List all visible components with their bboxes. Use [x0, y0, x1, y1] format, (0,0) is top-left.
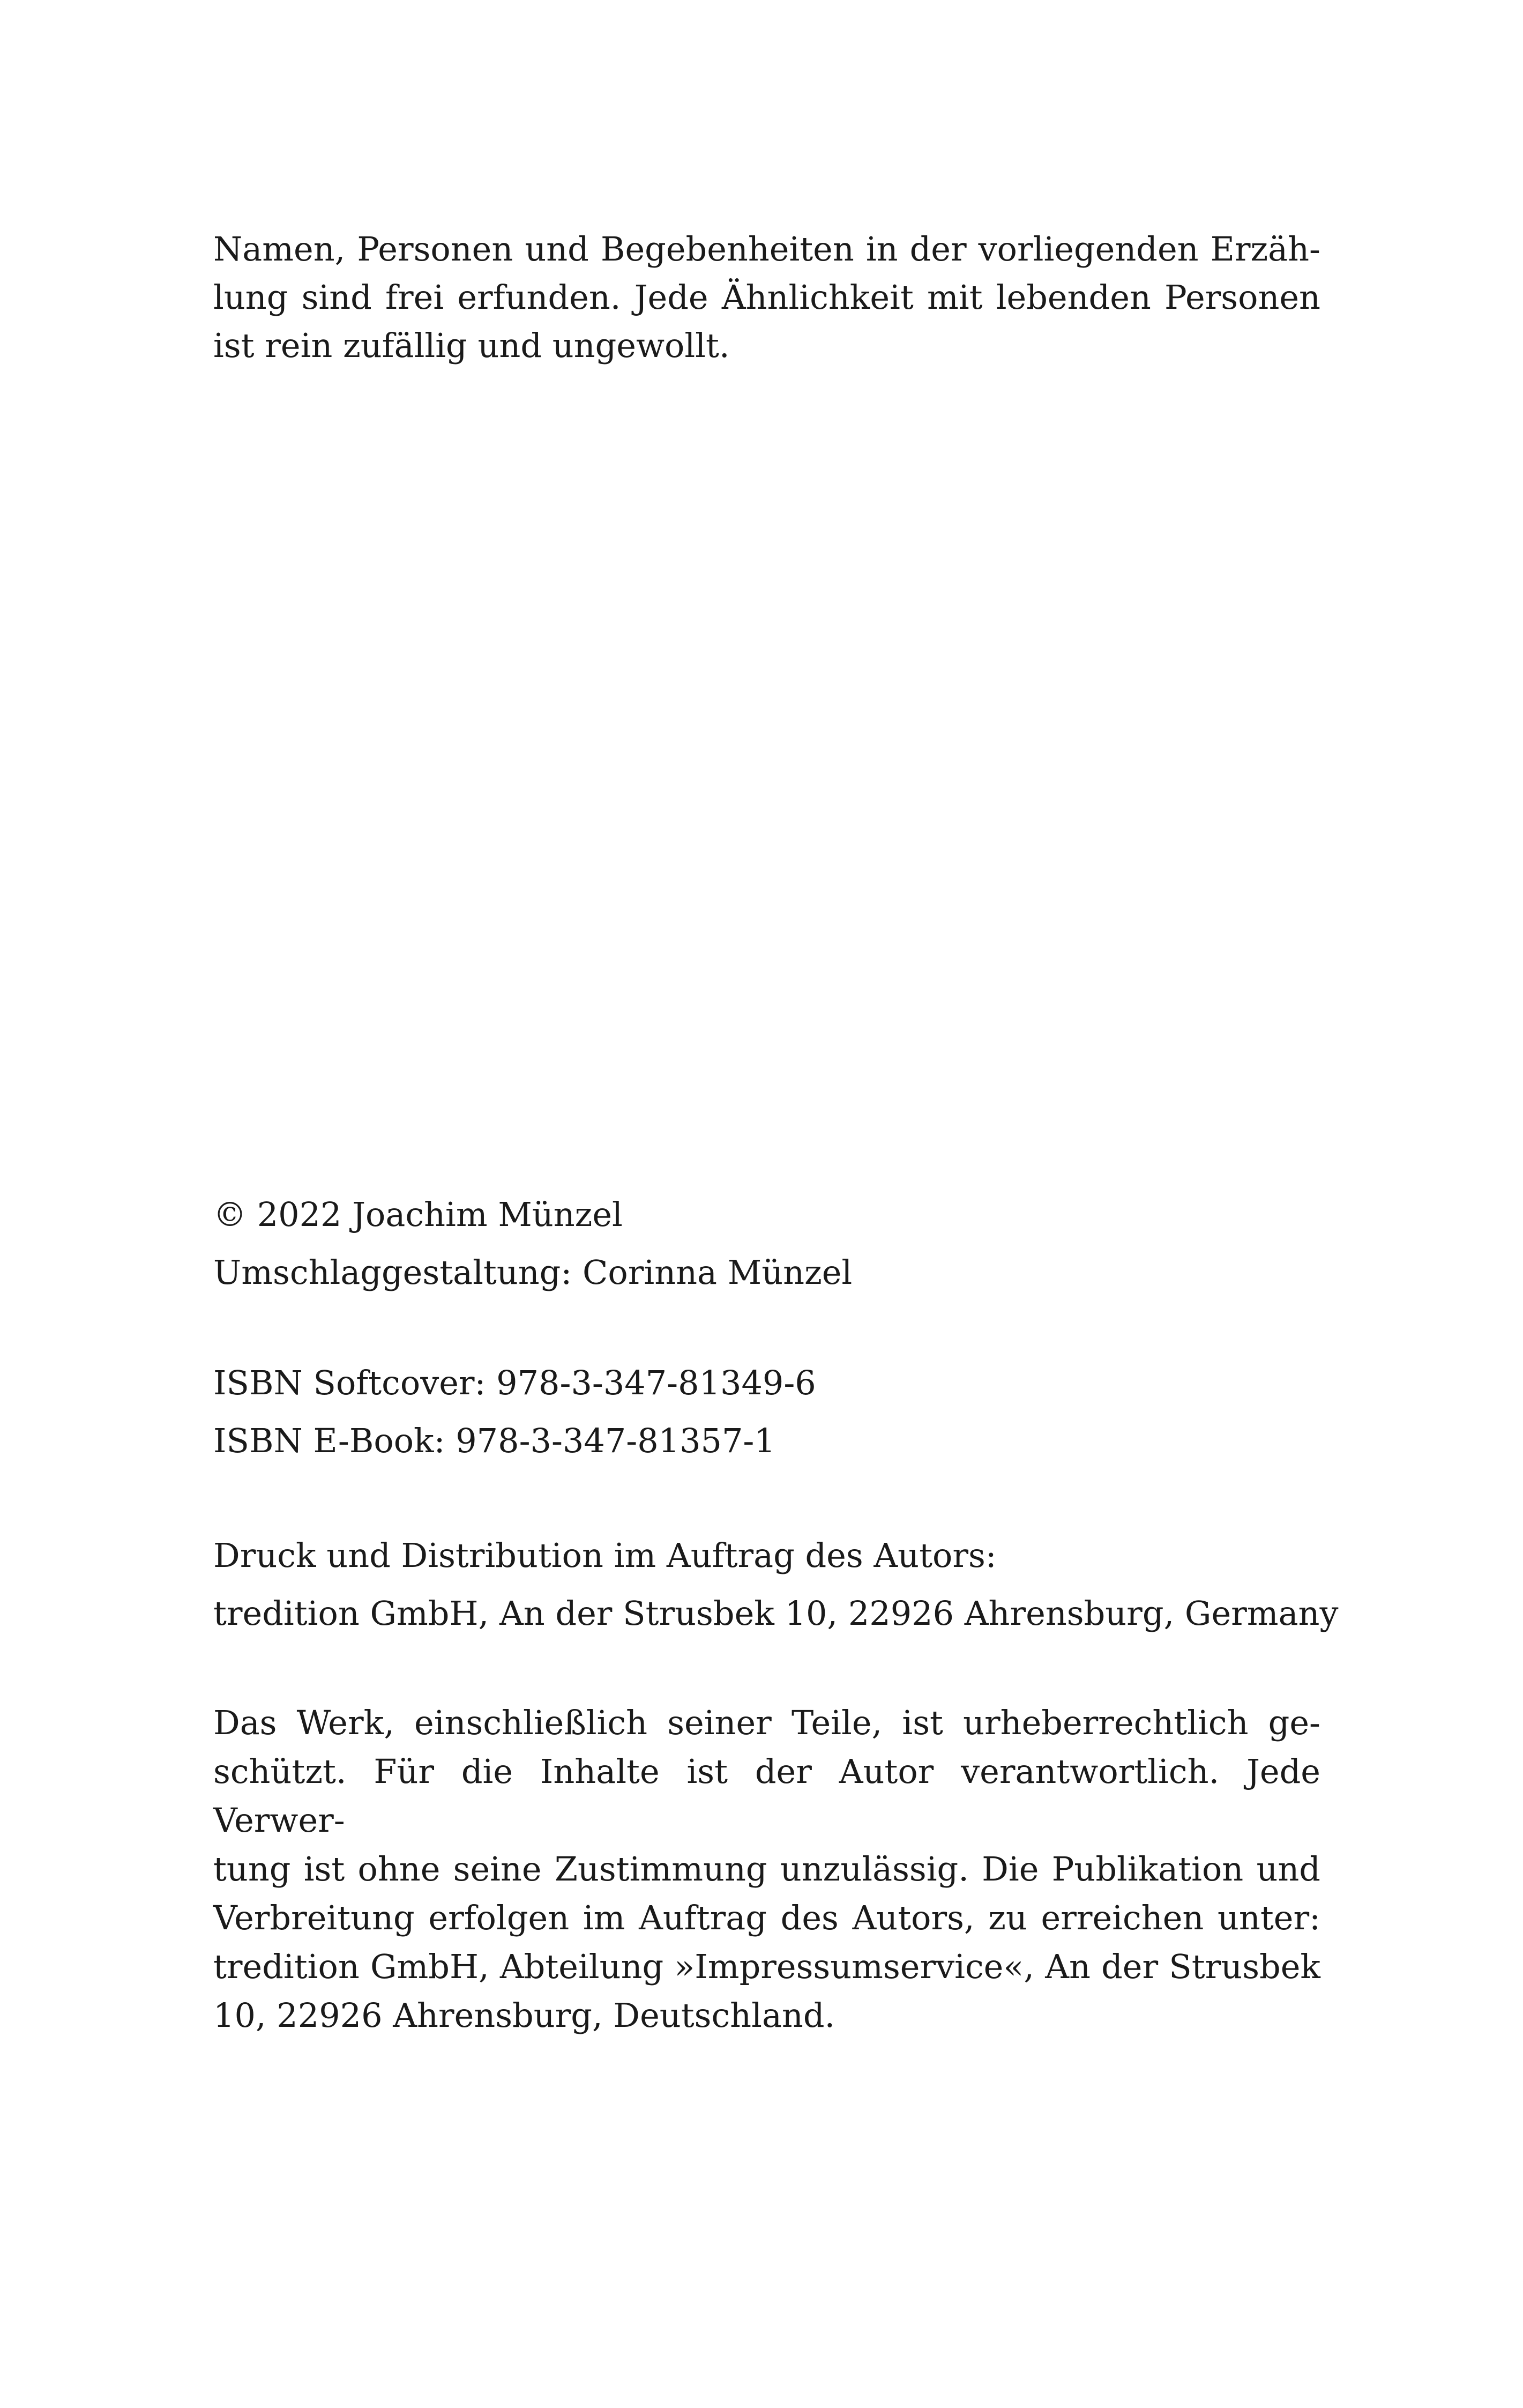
publisher-address: tredition GmbH, An der Strusbek 10, 22926 Ahrensburg, Germany [213, 1594, 1339, 1633]
rights-notice [213, 1698, 1320, 2040]
disclaimer-line: Namen, Personen und Begebenheiten in der vorliegenden Erzäh- [213, 229, 1320, 269]
disclaimer-line: lung sind frei erfunden. Jede Ähnlichkeit mit lebenden Personen [213, 278, 1320, 317]
copyright-block [213, 1186, 1320, 1302]
isbn-block [213, 1354, 1320, 1470]
fiction-disclaimer [213, 225, 1320, 370]
cover-design-credit: Umschlaggestaltung: Corinna Münzel [213, 1253, 853, 1292]
rights-line: Verbreitung erfolgen im Auftrag des Autors, zu erreichen unter: [213, 1898, 1320, 1937]
rights-line: Das Werk, einschließlich seiner Teile, ist urheberrechtlich ge- [213, 1703, 1320, 1742]
rights-line: schützt. Für die Inhalte ist der Autor verantwortlich. Jede Verwer- [213, 1752, 1320, 1840]
isbn-softcover: ISBN Softcover: 978-3-347-81349-6 [213, 1363, 816, 1402]
rights-line: 10, 22926 Ahrensburg, Deutschland. [213, 1996, 835, 2035]
rights-line: tredition GmbH, Abteilung »Impressumservice«, An der Strusbek [213, 1947, 1320, 1986]
disclaimer-line: ist rein zufällig und ungewollt. [213, 326, 730, 365]
rights-line: tung ist ohne seine Zustimmung unzulässig. Die Publikation und [213, 1849, 1320, 1889]
copyright-holder: © 2022 Joachim Münzel [213, 1195, 623, 1234]
print-distribution-block [213, 1527, 1339, 1643]
print-distribution-heading: Druck und Distribution im Auftrag des Autors: [213, 1536, 997, 1575]
isbn-ebook: ISBN E-Book: 978-3-347-81357-1 [213, 1421, 775, 1460]
